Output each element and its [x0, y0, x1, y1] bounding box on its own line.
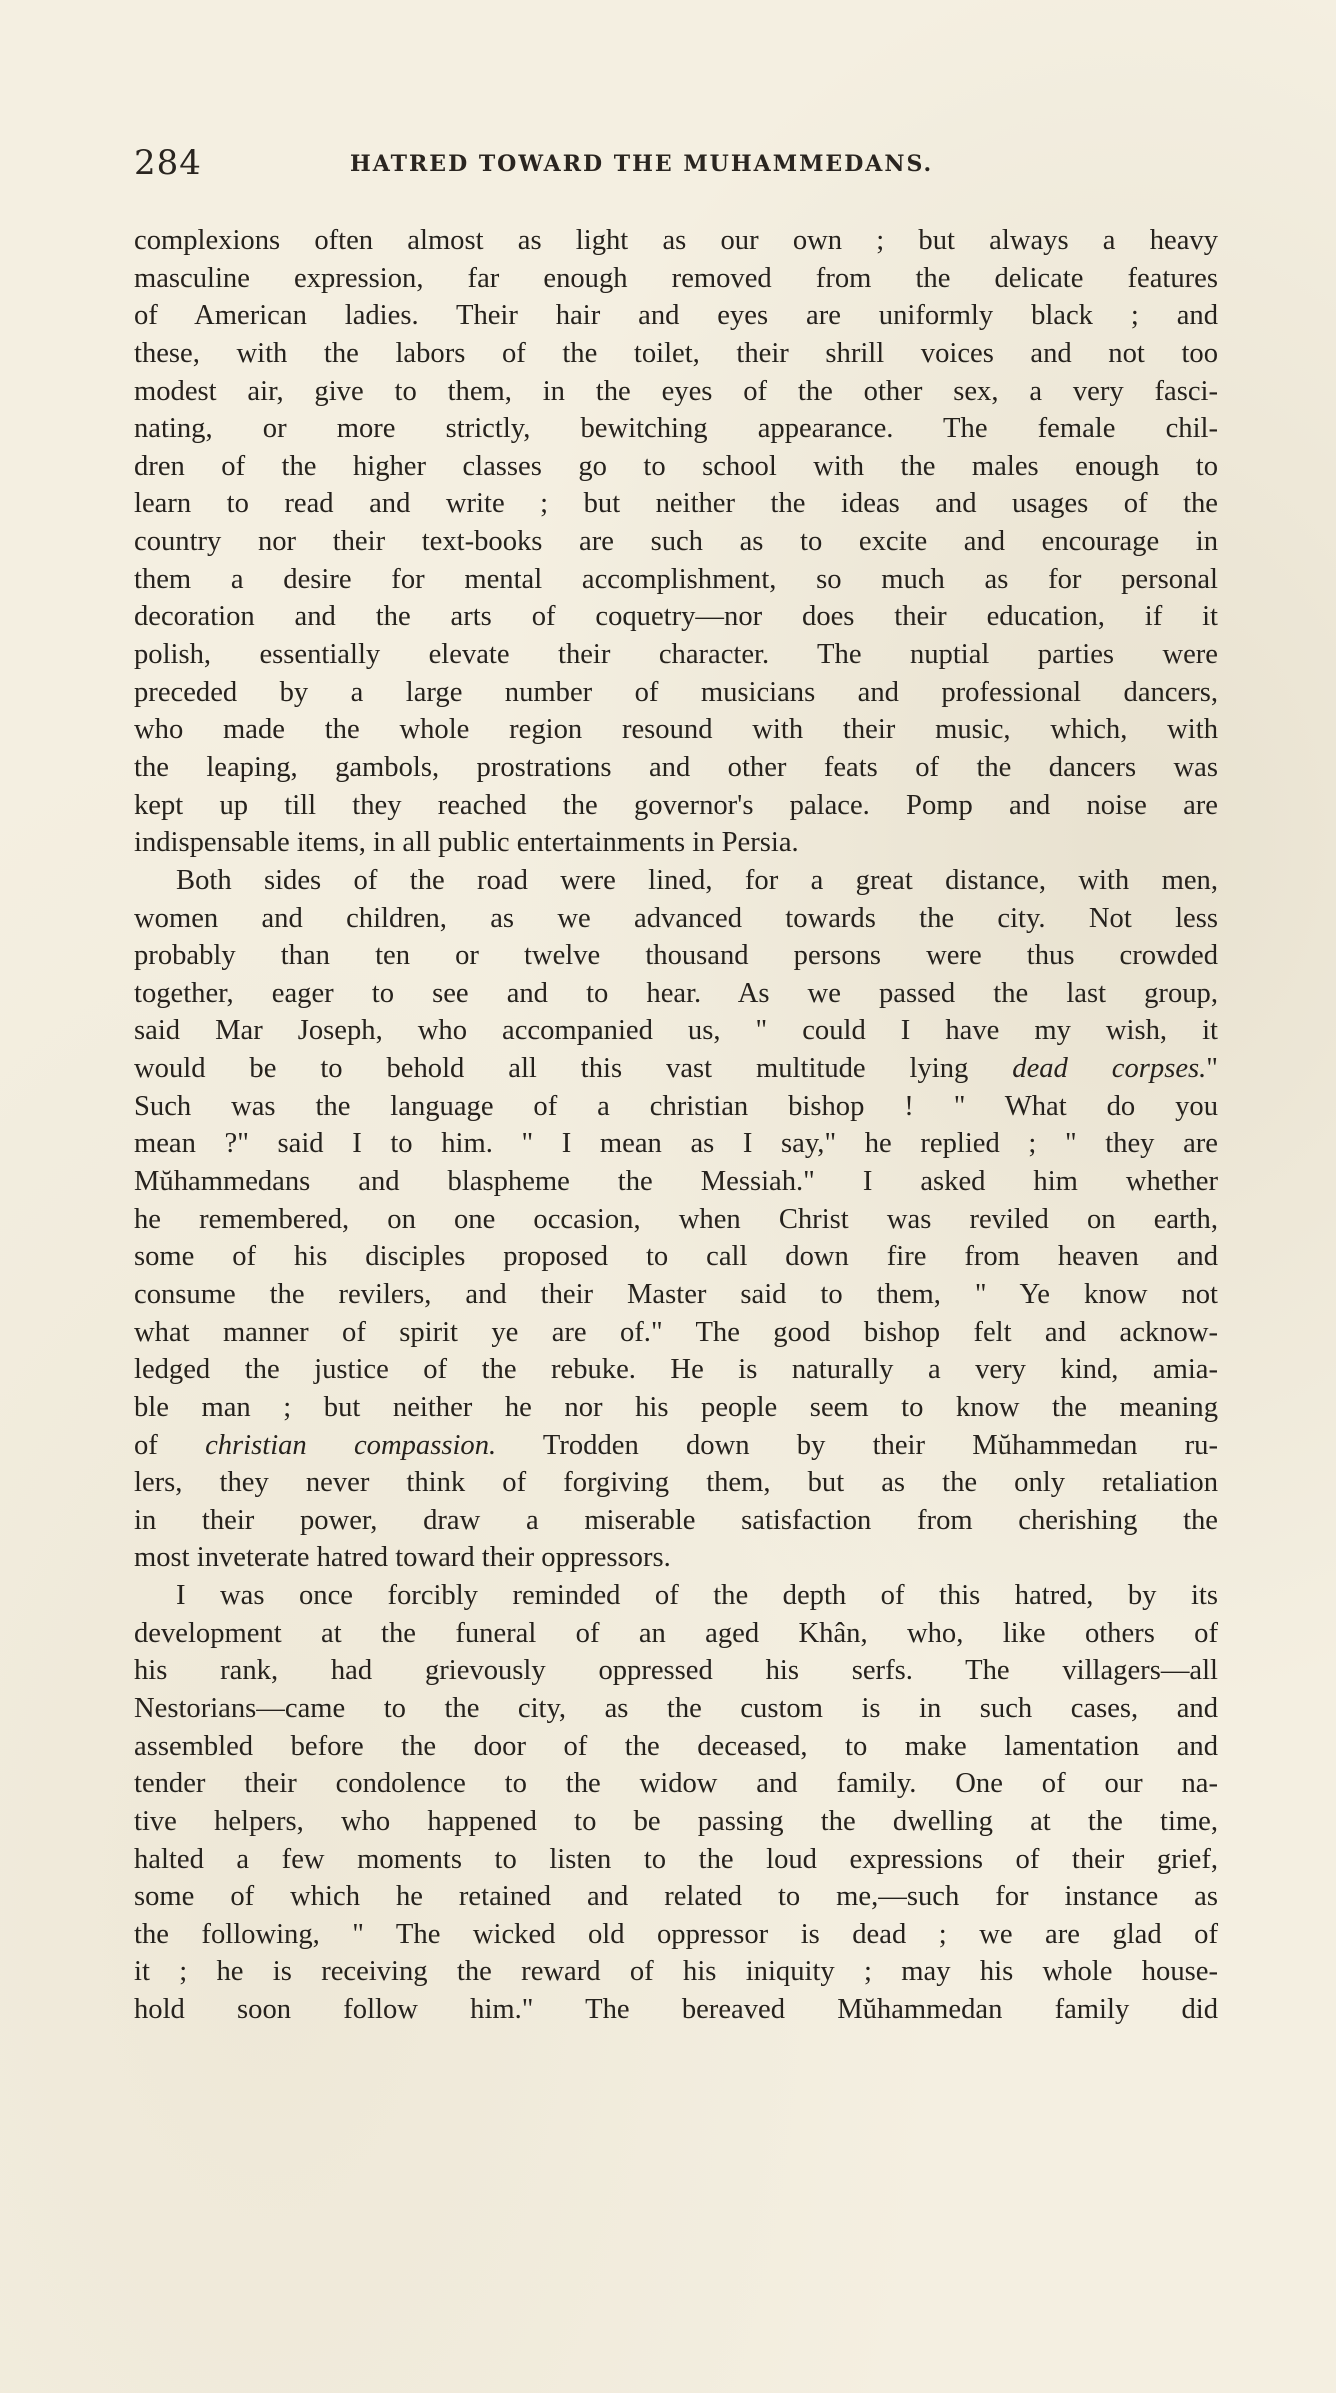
text-line: masculine expression, far enough removed from the delicate features	[134, 262, 1218, 294]
text-line: tive helpers, who happened to be passing the dwelling at the time,	[134, 1805, 1218, 1837]
italic-phrase: christian compassion.	[205, 1429, 497, 1461]
text-line: modest air, give to them, in the eyes of the other sex, a very fasci-	[134, 375, 1218, 407]
text-line: women and children, as we advanced towards the city. Not less	[134, 902, 1218, 934]
text-line: some of his disciples proposed to call down fire from heaven and	[134, 1241, 1218, 1273]
text-line: consume the revilers, and their Master said to them, " Ye know not	[134, 1278, 1218, 1310]
text-line: them a desire for mental accomplishment, so much as for personal	[134, 563, 1218, 595]
text-line: hold soon follow him." The bereaved Mŭhammedan family did	[134, 1994, 1218, 2026]
text-line: he remembered, on one occasion, when Christ was reviled on earth,	[134, 1203, 1218, 1235]
text-line: the following, " The wicked old oppressor is dead ; we are glad of	[134, 1918, 1218, 1950]
text-line: some of which he retained and related to me,—such for instance as	[134, 1881, 1218, 1913]
text-line: lers, they never think of forgiving them, but as the only retaliation	[134, 1467, 1218, 1499]
body-text	[134, 222, 1218, 2029]
paragraph-end-line: indispensable items, in all public entertainments in Persia.	[134, 827, 799, 859]
text-line: development at the funeral of an aged Khân, who, like others of	[134, 1617, 1218, 1649]
text-line: halted a few moments to listen to the loud expressions of their grief,	[134, 1843, 1218, 1875]
text-line: tender their condolence to the widow and family. One of our na-	[134, 1768, 1218, 1800]
paragraph-start-line: I was once forcibly reminded of the depth of this hatred, by its	[176, 1580, 1218, 1612]
italic-phrase: dead corpses.	[1012, 1053, 1207, 1085]
text-segment: Trodden down by their Mŭhammedan ru-	[496, 1429, 1218, 1461]
text-line: complexions often almost as light as our own ; but always a heavy	[134, 225, 1218, 256]
text-segment: would be to behold all this vast multitude lying	[134, 1053, 1013, 1085]
text-line: dren of the higher classes go to school with the males enough to	[134, 450, 1218, 482]
text-line: what manner of spirit ye are of." The good bishop felt and acknow-	[134, 1316, 1218, 1348]
page-header	[134, 143, 1218, 193]
running-head: HATRED TOWARD THE MUHAMMEDANS.	[350, 151, 934, 177]
page-number: 284	[134, 143, 202, 183]
text-segment: of	[134, 1429, 206, 1461]
text-line: decoration and the arts of coquetry—nor does their education, if it	[134, 601, 1218, 633]
text-line: ble man ; but neither he nor his people seem to know the meaning	[134, 1391, 1218, 1423]
text-line: his rank, had grievously oppressed his serfs. The villagers—all	[134, 1655, 1218, 1687]
text-line: polish, essentially elevate their character. The nuptial parties were	[134, 639, 1218, 671]
text-line: country nor their text-books are such as to excite and encourage in	[134, 526, 1218, 558]
text-line: probably than ten or twelve thousand persons were thus crowded	[134, 940, 1218, 972]
text-line: who made the whole region resound with their music, which, with	[134, 714, 1218, 746]
text-line: mean ?" said I to him. " I mean as I say," he replied ; " they are	[134, 1128, 1218, 1160]
text-line: it ; he is receiving the reward of his iniquity ; may his whole house-	[134, 1956, 1218, 1988]
paragraph-end-line: most inveterate hatred toward their oppressors.	[134, 1542, 671, 1574]
text-line: together, eager to see and to hear. As we passed the last group,	[134, 977, 1218, 1009]
text-line: said Mar Joseph, who accompanied us, " could I have my wish, it	[134, 1015, 1218, 1047]
text-line: Such was the language of a christian bishop ! " What do you	[134, 1090, 1218, 1122]
text-line: these, with the labors of the toilet, their shrill voices and not too	[134, 337, 1218, 369]
text-line: Mŭhammedans and blaspheme the Messiah." I asked him whether	[134, 1166, 1218, 1198]
text-line: Nestorians—came to the city, as the custom is in such cases, and	[134, 1692, 1218, 1724]
text-line: of American ladies. Their hair and eyes are uniformly black ; and	[134, 300, 1218, 332]
text-line-with-italic	[134, 1050, 1218, 1088]
paragraph-start-line: Both sides of the road were lined, for a great distance, with men,	[176, 864, 1218, 896]
text-segment: "	[1206, 1053, 1218, 1085]
text-line-with-italic	[134, 1427, 1218, 1465]
text-line: learn to read and write ; but neither the ideas and usages of the	[134, 488, 1218, 520]
text-line: preceded by a large number of musicians and professional dancers,	[134, 676, 1218, 708]
text-line: ledged the justice of the rebuke. He is naturally a very kind, amia-	[134, 1354, 1218, 1386]
text-line: in their power, draw a miserable satisfaction from cherishing the	[134, 1504, 1218, 1536]
text-line: the leaping, gambols, prostrations and other feats of the dancers was	[134, 751, 1218, 783]
text-line: nating, or more strictly, bewitching appearance. The female chil-	[134, 413, 1218, 445]
text-line: kept up till they reached the governor's palace. Pomp and noise are	[134, 789, 1218, 821]
text-line: assembled before the door of the deceased, to make lamentation and	[134, 1730, 1218, 1762]
